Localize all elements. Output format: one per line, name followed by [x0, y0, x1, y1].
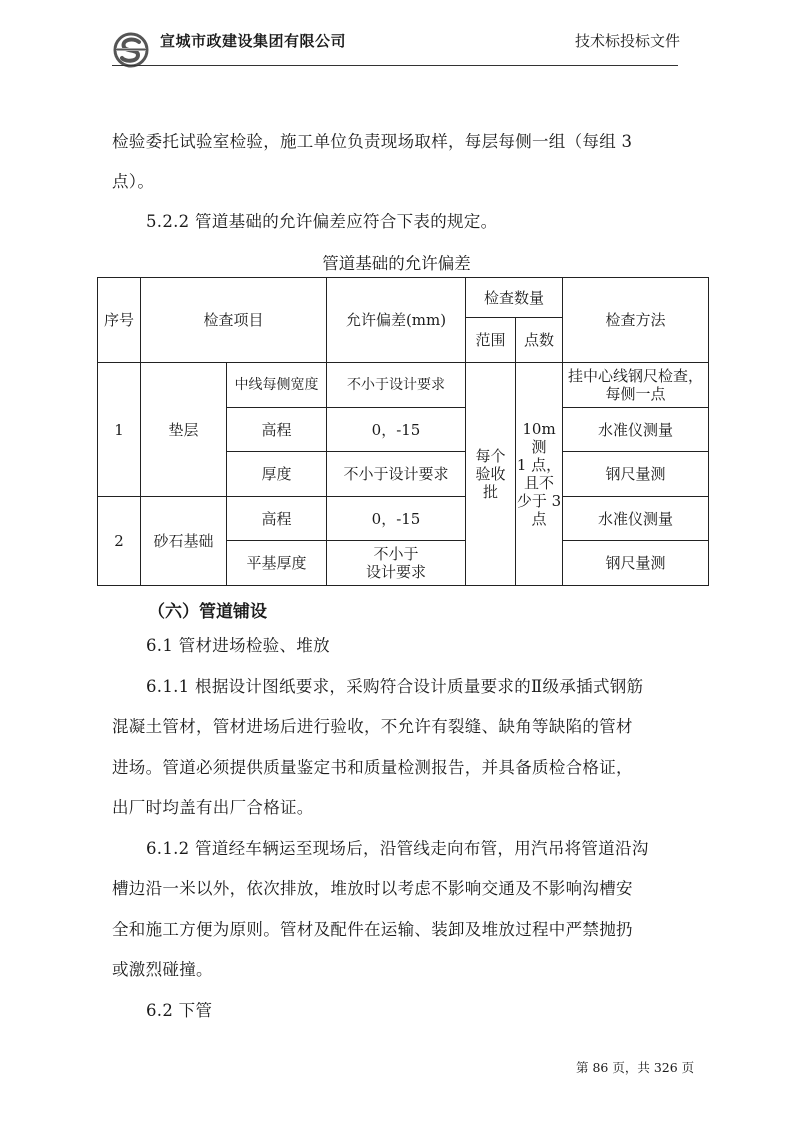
check-item: 中线每侧宽度: [227, 363, 327, 408]
scope-merged: 每个 验收 批: [466, 363, 516, 586]
check-item: 高程: [227, 497, 327, 541]
clause-6-1-1-line: 进场。管道必须提供质量鉴定书和质量检测报告，并具备质检合格证，: [112, 758, 633, 777]
header-points: 点数: [516, 318, 563, 363]
section-heading: （六）管道铺设: [148, 602, 267, 622]
tolerance-value: 不小于设计要求: [327, 363, 466, 408]
subsection-6-2: 6.2 下管: [146, 1001, 213, 1020]
header-tolerance: 允许偏差(mm): [327, 278, 466, 363]
clause-6-1-1-line: 出厂时均盖有出厂合格证。: [112, 798, 314, 817]
header-item: 检查项目: [141, 278, 327, 363]
check-method: 挂中心线钢尺检查， 每侧一点: [563, 363, 709, 408]
group-name: 垫层: [141, 363, 227, 497]
tolerance-table: [97, 277, 709, 586]
check-method: 水准仪测量: [563, 497, 709, 541]
group-name: 砂石基础: [141, 497, 227, 586]
body-text-line: 检验委托试验室检验，施工单位负责现场取样，每层每侧一组（每组 3: [112, 132, 633, 151]
tolerance-value: 不小于 设计要求: [327, 541, 466, 586]
clause-6-1-1-line: 混凝土管材，管材进场后进行验收，不允许有裂缝、缺角等缺陷的管材: [112, 717, 633, 736]
company-name: 宣城市政建设集团有限公司: [160, 32, 347, 50]
group-seq: 1: [98, 363, 141, 497]
tolerance-value: 不小于设计要求: [327, 452, 466, 497]
clause-6-1-2-line: 槽边沿一米以外，依次排放，堆放时以考虑不影响交通及不影响沟槽安: [112, 879, 633, 898]
header-scope: 范围: [466, 318, 516, 363]
clause-6-1-2-line: 或激烈碰撞。: [112, 960, 213, 979]
clause-6-1-2-line: 6.1.2 管道经车辆运至现场后，沿管线走向布管，用汽吊将管道沿沟: [146, 839, 649, 858]
points-merged: 10m 测 1 点， 且不 少于 3 点: [516, 363, 563, 586]
company-logo-icon: [113, 32, 149, 68]
table-title: 管道基础的允许偏差: [322, 254, 471, 273]
page-number: 第 86 页，共 326 页: [576, 1060, 695, 1075]
check-method: 钢尺量测: [563, 452, 709, 497]
header-seq: 序号: [98, 278, 141, 363]
clause-6-1-1-line: 6.1.1 根据设计图纸要求，采购符合设计质量要求的Ⅱ级承插式钢筋: [146, 677, 644, 696]
check-item: 高程: [227, 408, 327, 452]
tolerance-value: 0，-15: [327, 497, 466, 541]
header-quantity: 检查数量: [466, 278, 563, 318]
page-header: [0, 0, 793, 70]
check-item: 平基厚度: [227, 541, 327, 586]
header-method: 检查方法: [563, 278, 709, 363]
clause-5-2-2: 5.2.2 管道基础的允许偏差应符合下表的规定。: [146, 212, 498, 231]
check-method: 钢尺量测: [563, 541, 709, 586]
group-seq: 2: [98, 497, 141, 586]
subsection-6-1: 6.1 管材进场检验、堆放: [146, 636, 330, 655]
header-divider: [112, 65, 678, 66]
clause-6-1-2-line: 全和施工方便为原则。管材及配件在运输、装卸及堆放过程中严禁抛扔: [112, 920, 633, 939]
body-text-line: 点）。: [112, 172, 155, 191]
tolerance-value: 0，-15: [327, 408, 466, 452]
document-type: 技术标投标文件: [575, 32, 681, 50]
check-item: 厚度: [227, 452, 327, 497]
check-method: 水准仪测量: [563, 408, 709, 452]
